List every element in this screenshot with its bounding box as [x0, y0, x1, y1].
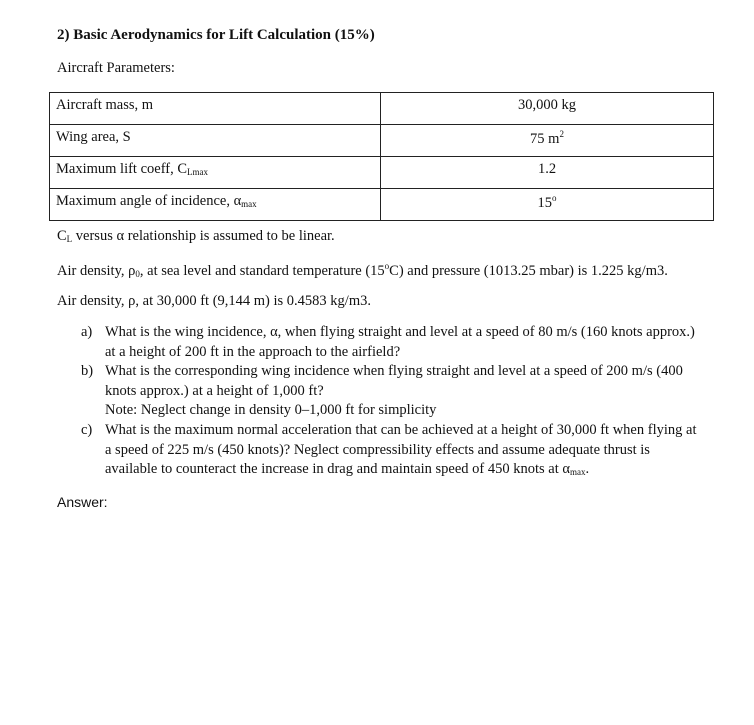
answer-label: Answer:	[57, 494, 108, 510]
linear-assumption-note: $C_L$ versus α relationship is assumed to be linear.	[57, 228, 335, 244]
question-line: What is the wing incidence, α, when flying straight and level at a speed of 80 m/s (160 knots approx.)	[105, 324, 695, 340]
question-line: What is the maximum normal acceleration that can be achieved at a height of 30,000 ft when flying at	[105, 421, 697, 438]
list-item	[57, 323, 707, 362]
question-line: available to counteract the increase in drag and maintain speed of 450 knots at $\alpha_{max}$.	[105, 461, 590, 478]
question-line: Note: Neglect change in density 0–1,000 ft for simplicity	[105, 402, 437, 419]
altitude-density-note: Air density, ρ, at 30,000 ft (9,144 m) is 0.4583 kg/m3.	[57, 293, 371, 309]
question-line: knots approx.) at a height of 1,000 ft?	[105, 382, 324, 399]
table-row	[50, 93, 714, 125]
param-label: Wing area, S	[50, 125, 381, 157]
sea-level-density-note: Air density, $\rho_0$, at sea level and standard temperature (15$^o$C) and pressure (1013.25 mbar) is 1.225 kg/m3.	[57, 261, 668, 279]
param-value: 15$^o$	[381, 189, 714, 221]
param-label: Maximum lift coeff, $C_{Lmax}$	[50, 157, 381, 189]
question-marker: b)	[81, 363, 94, 380]
param-label: Aircraft mass, m	[50, 93, 381, 125]
param-label: Maximum angle of incidence, $\alpha_{max}$	[50, 189, 381, 221]
question-list	[57, 323, 707, 483]
table-row	[50, 157, 714, 189]
param-value: 30,000 kg	[381, 93, 714, 125]
question-marker: c)	[81, 421, 93, 438]
question-line: at a height of 200 ft in the approach to the airfield?	[105, 343, 401, 360]
list-item	[57, 421, 707, 483]
param-value: 75 $m^2$	[381, 125, 714, 157]
question-marker: a)	[81, 324, 93, 340]
question-line: What is the corresponding wing incidence when flying straight and level at a speed of 200 m/s (400	[105, 363, 683, 380]
section-heading: 2) Basic Aerodynamics for Lift Calculation (15%)	[57, 27, 375, 43]
param-value: 1.2	[381, 157, 714, 189]
list-item	[57, 362, 707, 421]
parameters-subheading: Aircraft Parameters:	[57, 60, 175, 76]
table-row	[50, 189, 714, 221]
parameters-table	[49, 92, 714, 221]
question-line: a speed of 225 m/s (450 knots)? Neglect compressibility effects and assume adequate thrust is	[105, 441, 650, 458]
table-row	[50, 125, 714, 157]
